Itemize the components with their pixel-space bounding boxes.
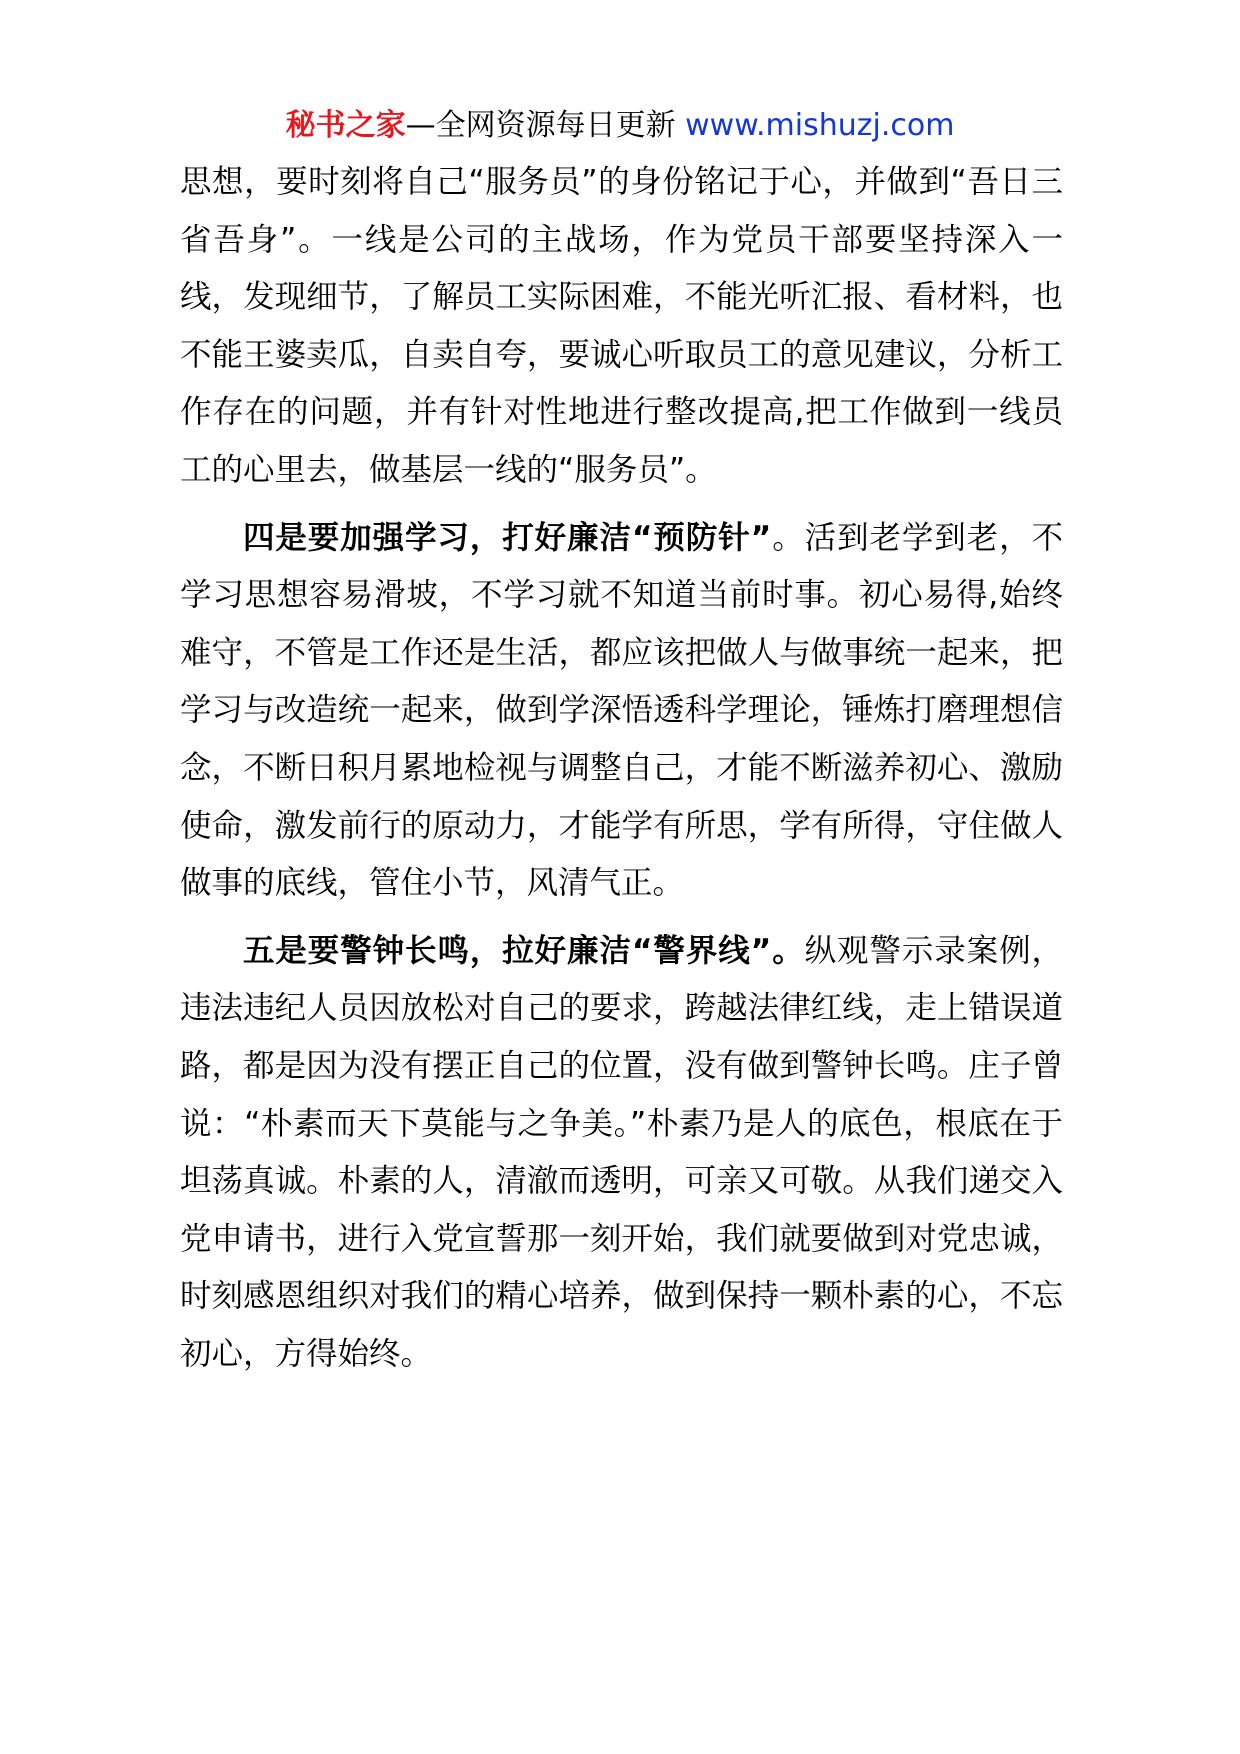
- paragraph-text: 思想，要时刻将自己“服务员”的身份铭记于心，并做到“吾日三省吾身”。一线是公司的主战场，作为党员干部要坚持深入一线，发现细节，了解员工实际困难，不能光听汇报、看材料，也不能王婆卖瓜，自卖自夸，要诚心听取员工的意见建议，分析工作存在的问题，并有针对性地进行整改提高,把工作做到一线员工的心里去，做基层一线的“服务员”。: [180, 164, 1063, 488]
- paragraph-point-four: [180, 510, 1063, 913]
- paragraph-lead: 五是要警钟长鸣，拉好廉洁“警界线”。: [243, 932, 805, 969]
- paragraph-point-five: [180, 923, 1063, 1384]
- paragraph-continuation: [180, 154, 1063, 500]
- paragraph-text: 。活到老学到老，不学习思想容易滑坡，不学习就不知道当前时事。初心易得,始终难守，不管是工作还是生活，都应该把做人与做事统一起来，把学习与改造统一起来，做到学深悟透科学理论，锤炼打磨理想信念，不断日积月累地检视与调整自己，才能不断滋养初心、激励使命，激发前行的原动力，才能学有所思，学有所得，守住做人做事的底线，管住小节，风清气正。: [180, 519, 1063, 902]
- paragraph-text: 纵观警示录案例，违法违纪人员因放松对自己的要求，跨越法律红线，走上错误道路，都是因为没有摆正自己的位置，没有做到警钟长鸣。庄子曾说：“朴素而天下莫能与之争美。”朴素乃是人的底色，根底在于坦荡真诚。朴素的人，清澈而透明，可亲又可敬。从我们递交入党申请书，进行入党宣誓那一刻开始，我们就要做到对党忠诚，时刻感恩组织对我们的精心培养，做到保持一颗朴素的心，不忘初心，方得始终。: [180, 932, 1063, 1372]
- document-body: [180, 154, 1063, 1383]
- paragraph-lead: 四是要加强学习，打好廉洁“预防针”: [243, 519, 772, 556]
- site-header: [0, 106, 1240, 146]
- header-dash: —: [405, 108, 436, 143]
- header-tagline: 全网资源每日更新: [435, 108, 676, 143]
- brand-name: 秘书之家: [285, 108, 406, 143]
- site-url-link[interactable]: www.mishuzj.com: [685, 108, 955, 143]
